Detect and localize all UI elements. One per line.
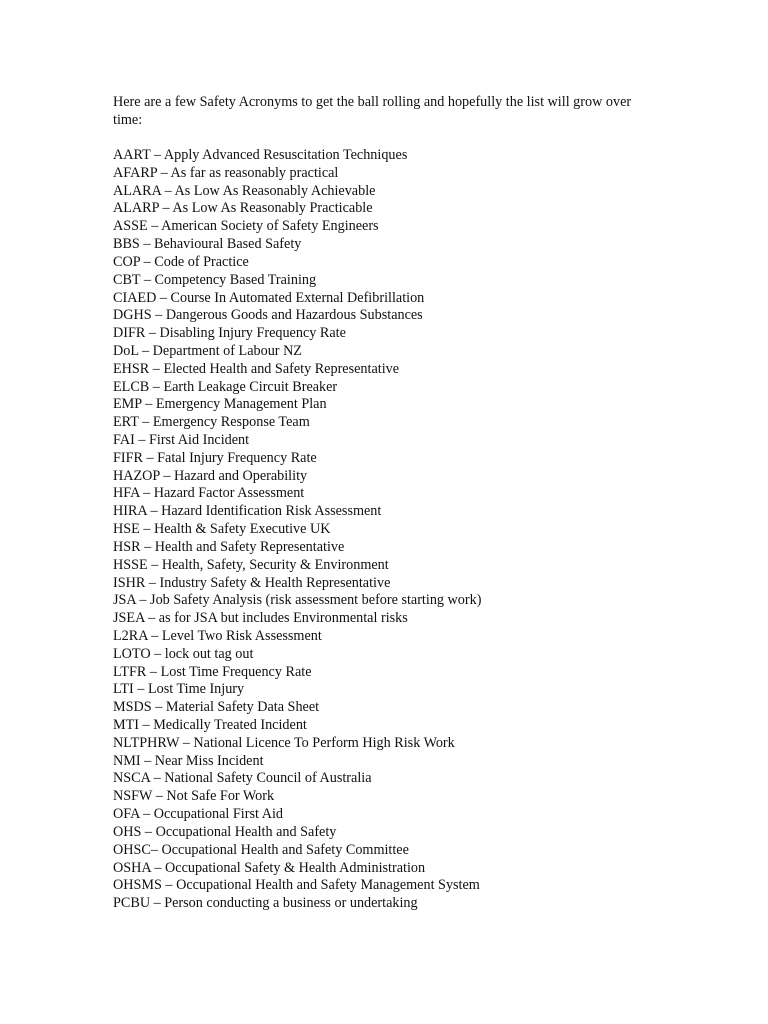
acronym-item: EHSR – Elected Health and Safety Representative [113,360,400,377]
acronym-item: NSFW – Not Safe For Work [113,788,275,805]
acronym-item: ALARA – As Low As Reasonably Achievable [113,182,376,199]
acronym-item: DIFR – Disabling Injury Frequency Rate [113,325,346,342]
acronym-item: OHS – Occupational Health and Safety [113,823,337,840]
intro-paragraph: Here are a few Safety Acronyms to get the ball rolling and hopefully the list will grow over time: [113,94,632,128]
acronym-item: NSCA – National Safety Council of Australia [113,770,372,787]
acronym-item: JSEA – as for JSA but includes Environmental risks [113,610,408,627]
acronym-item: OSHA – Occupational Safety & Health Administration [113,859,426,876]
acronym-item: HAZOP – Hazard and Operability [113,467,308,484]
acronym-item: JSA – Job Safety Analysis (risk assessment before starting work) [113,592,482,609]
acronym-item: L2RA – Level Two Risk Assessment [113,627,322,644]
acronym-item: DoL – Department of Labour NZ [113,342,302,359]
acronym-item: BBS – Behavioural Based Safety [113,236,302,253]
acronym-item: MTI – Medically Treated Incident [113,717,307,733]
acronym-item: LTI – Lost Time Injury [113,681,245,698]
acronym-item: AART – Apply Advanced Resuscitation Techniques [113,147,408,163]
acronym-item: OFA – Occupational First Aid [113,806,283,823]
document-body [113,94,643,912]
acronym-item: FIFR – Fatal Injury Frequency Rate [113,449,317,466]
acronym-item: DGHS – Dangerous Goods and Hazardous Substances [113,307,423,324]
acronym-item: CIAED – Course In Automated External Defibrillation [113,289,425,306]
acronym-item: HSE – Health & Safety Executive UK [113,521,331,538]
acronym-item: MSDS – Material Safety Data Sheet [113,699,320,716]
acronym-item: FAI – First Aid Incident [113,432,250,448]
acronym-item: ERT – Emergency Response Team [113,414,310,431]
acronym-item: ISHR – Industry Safety & Health Representative [113,574,391,591]
acronym-item: OHSMS – Occupational Health and Safety Management System [113,877,480,894]
acronym-item: NLTPHRW – National Licence To Perform High Risk Work [113,734,455,751]
acronym-item: LTFR – Lost Time Frequency Rate [113,663,312,680]
acronym-item: HSR – Health and Safety Representative [113,538,345,555]
acronym-item: EMP – Emergency Management Plan [113,396,327,413]
acronym-item: PCBU – Person conducting a business or undertaking [113,895,418,912]
acronym-item: CBT – Competency Based Training [113,271,317,288]
acronym-item: HIRA – Hazard Identification Risk Assessment [113,503,382,520]
acronym-item: ELCB – Earth Leakage Circuit Breaker [113,378,338,395]
acronym-item: ASSE – American Society of Safety Engineers [113,218,379,235]
acronym-item: HFA – Hazard Factor Assessment [113,485,305,502]
acronym-item: HSSE – Health, Safety, Security & Environment [113,556,389,573]
acronym-item: OHSC– Occupational Health and Safety Committee [113,841,409,858]
acronym-list [113,147,673,913]
acronym-item: AFARP – As far as reasonably practical [113,164,339,181]
acronym-item: COP – Code of Practice [113,253,249,270]
acronym-item: NMI – Near Miss Incident [113,752,264,769]
acronym-item: LOTO – lock out tag out [113,645,254,662]
acronym-item: ALARP – As Low As Reasonably Practicable [113,200,373,217]
